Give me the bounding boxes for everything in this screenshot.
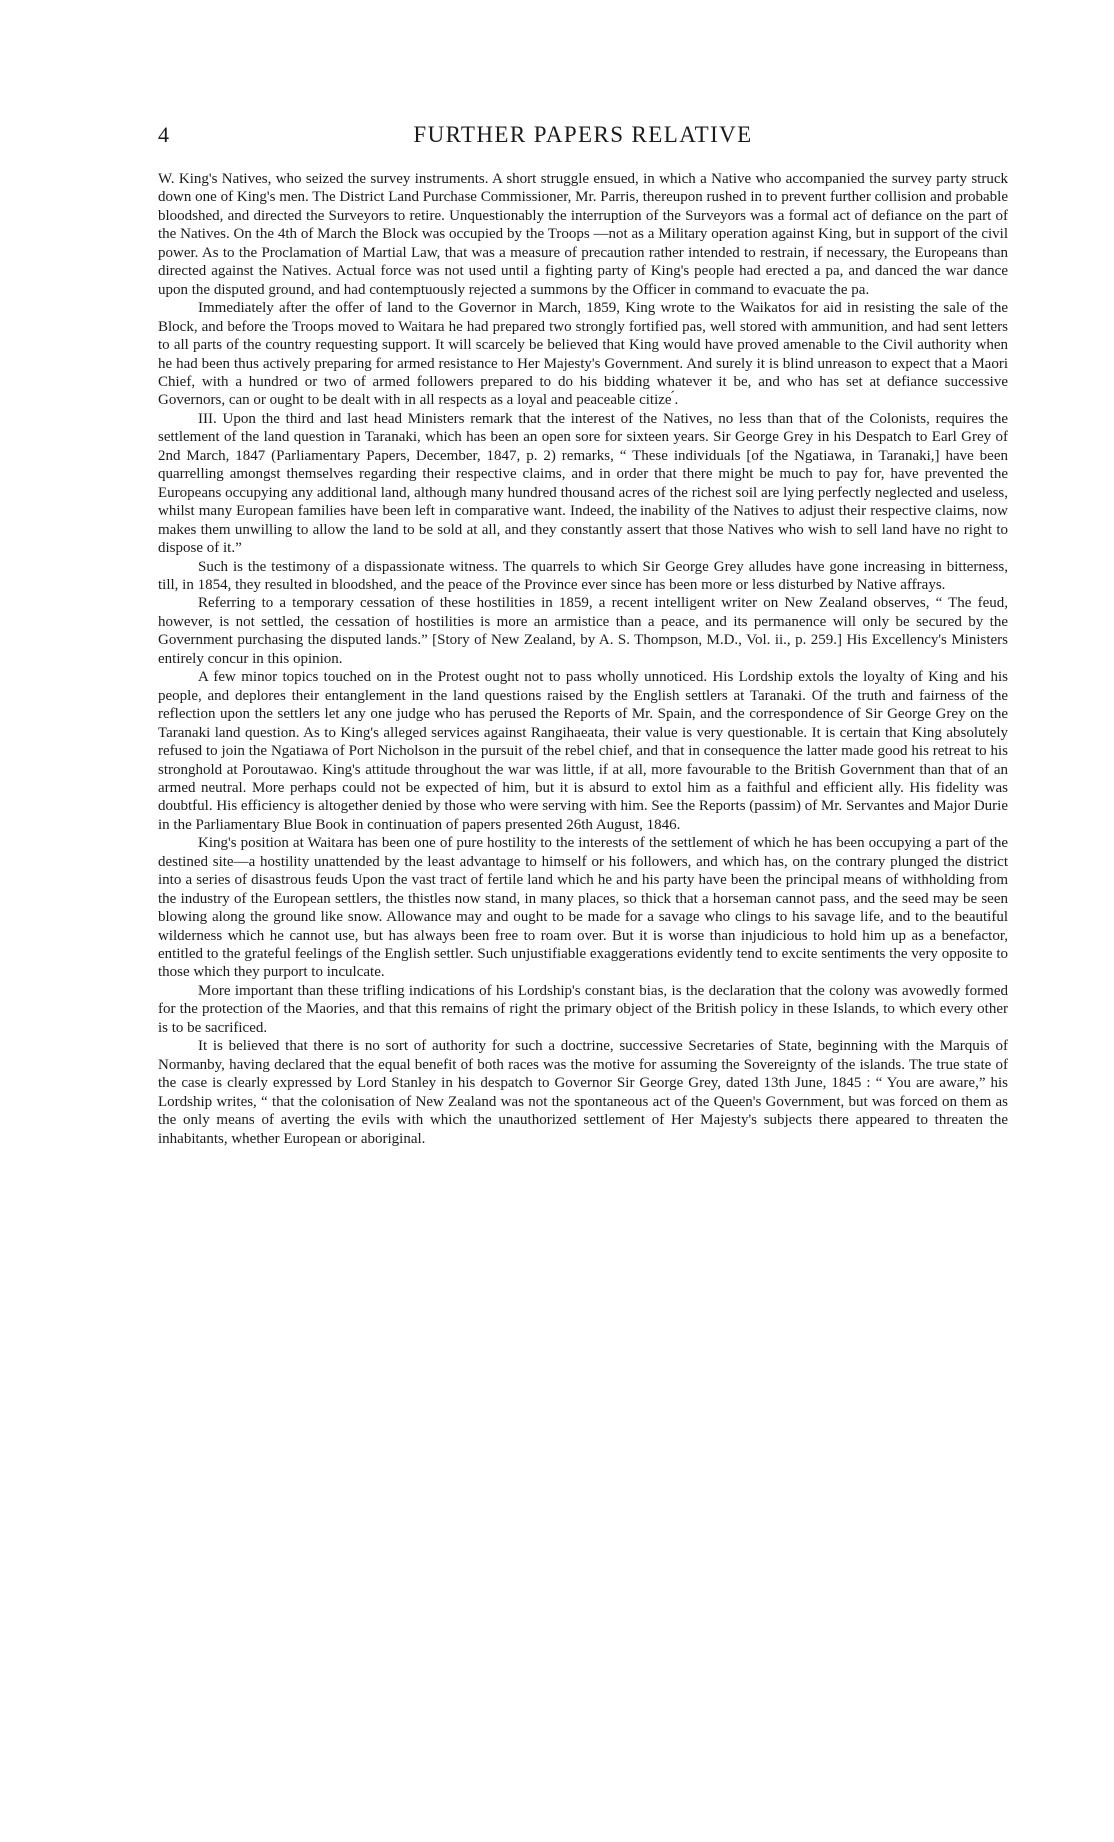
paragraph: A few minor topics touched on in the Protest ought not to pass wholly unnoticed. His Lordship extols the loyalty of King and his people, and deplores their entanglement in the land questions raised by the English settlers at Taranaki. Of the truth and fairness of the reflection upon the settlers let any one judge who has perused the Reports of Mr. Spain, and the correspondence of Sir George Grey on the Taranaki land question. As to King's alleged services against Rangihaeata, their value is very questionable. It is certain that King absolutely refused to join the Ngatiawa of Port Nicholson in the pursuit of the rebel chief, and that in consequence the latter made good his retreat to his stronghold at Poroutawao. King's attitude throughout the war was little, if at all, more favourable to the British Government than that of an armed neutral. More perhaps could not be expected of him, but it is absurd to extol him as a faithful and efficient ally. His fidelity was doubtful. His efficiency is altogether denied by those who were serving with him. See the Reports (passim) of Mr. Servantes and Major Durie in the Parliamentary Blue Book in continuation of papers presented 26th August, 1846. bbox=[158, 669, 1008, 833]
paragraph: It is believed that there is no sort of authority for such a doctrine, successive Secretaries of State, beginning with the Marquis of Normanby, having declared that the equal benefit of both races was the motive for assuming the Sovereignty of the islands. The true state of the case is clearly expressed by Lord Stanley in his despatch to Governor Sir George Grey, dated 13th June, 1845 : “ You are aware,” his Lordship writes, “ that the colonisation of New Zealand was not the spontaneous act of the Queen's Government, but was forced on them as the only means of averting the evils with which the unauthorized settlement of Her Majesty's subjects there appeared to threaten the inhabitants, whether European or aboriginal. bbox=[158, 1038, 1008, 1147]
paragraph: III. Upon the third and last head Ministers remark that the interest of the Natives, no less than that of the Colonists, requires the settlement of the land question in Taranaki, which has been an open sore for sixteen years. Sir George Grey in his Despatch to Earl Grey of 2nd March, 1847 (Parliamentary Papers, December, 1847, p. 2) remarks, “ These individuals [of the Ngatiawa, in Taranaki,] have been quarrelling amongst themselves regarding their respective claims, and in order that there might be much to pay for, have prevented the Europeans occupying any additional land, although many hundred thousand acres of the richest soil are lying perfectly neglected and useless, whilst many European families have been left in comparative want. Indeed, the inability of the Natives to adjust their respective claims, now makes them unwilling to allow the land to be sold at all, and they constantly assert that those Natives who wish to sell land have no right to dispose of it.” bbox=[158, 410, 1008, 557]
page-header bbox=[158, 120, 1008, 154]
paragraph: Such is the testimony of a dispassionate witness. The quarrels to which Sir George Grey alludes have gone increasing in bitterness, till, in 1854, they resulted in bloodshed, and the peace of the Province ever since has been more or less disturbed by Native affrays. bbox=[158, 558, 1008, 593]
page-number: 4 bbox=[158, 122, 169, 147]
paragraph-continued: W. King's Natives, who seized the survey instruments. A short struggle ensued, in which a Native who accompanied the survey party struck down one of King's men. The District Land Purchase Commissioner, Mr. Parris, thereupon rushed in to prevent further collision and probable bloodshed, and directed the Surveyors to retire. Unquestionably the interruption of the Surveyors was a formal act of defiance on the part of the Natives. On the 4th of March the Block was occupied by the Troops —not as a Military operation against King, but in support of the civil power. As to the Proclamation of Martial Law, that was a measure of precaution rather intended to restrain, if necessary, the Europeans than directed against the Natives. Actual force was not used until a fighting party of King's people had erected a pa, and danced the war dance upon the disputed ground, and had contemptuously rejected a summons by the Officer in command to evacuate the pa. bbox=[158, 171, 1008, 298]
paragraph: More important than these trifling indications of his Lordship's constant bias, is the declaration that the colony was avowedly formed for the protection of the Maories, and that this remains of right the primary object of the British policy in these Islands, to which every other is to be sacrificed. bbox=[158, 982, 1008, 1036]
running-head: FURTHER PAPERS RELATIVE bbox=[413, 122, 753, 147]
paragraph: King's position at Waitara has been one of pure hostility to the interests of the settlement of which he has been occupying a part of the destined site—a hostility unattended by the least advantage to himself or his followers, and which has, on the contrary plunged the district into a series of disastrous feuds Upon the vast tract of fertile land which he and his party have been the principal means of withholding from the industry of the European settlers, the thistles now stand, in many places, so thick that a horseman cannot pass, and the seed may be seen blowing along the ground like snow. Allowance may and ought to be made for a savage who clings to his savage life, and to the beautiful wilderness which he cannot use, but has always been free to roam over. But it is worse than injudicious to hold him up as a benefactor, entitled to the grateful feelings of the English settler. Such unjustifiable exaggerations evidently tend to excite sentiments the very opposite to those which they purport to inculcate. bbox=[158, 835, 1008, 981]
body-text bbox=[158, 170, 1008, 1790]
paragraph: Referring to a temporary cessation of these hostilities in 1859, a recent intelligent writer on New Zealand observes, “ The feud, however, is not settled, the cessation of hostilities is more an armistice than a peace, and its permanence will only be secured by the Government purchasing the disputed lands.” [Story of New Zealand, by A. S. Thompson, M.D., Vol. ii., p. 259.] His Excellency's Ministers entirely concur in this opinion. bbox=[158, 595, 1008, 667]
paragraph: Immediately after the offer of land to the Governor in March, 1859, King wrote to the Waikatos for aid in resisting the sale of the Block, and before the Troops moved to Waitara he had prepared two strongly fortified pas, well stored with ammunition, and had sent letters to all parts of the country requesting support. It will scarcely be believed that King would have proved amenable to the Civil authority when he had been thus actively preparing for armed resistance to Her Majesty's Government. And surely it is blind unreason to expect that a Maori Chief, with a hundred or two of armed followers prepared to do his bidding whatever it be, and who has set at defiance successive Governors, can or ought to be dealt with in all respects as a loyal and peaceable citize ́. bbox=[158, 300, 1008, 409]
